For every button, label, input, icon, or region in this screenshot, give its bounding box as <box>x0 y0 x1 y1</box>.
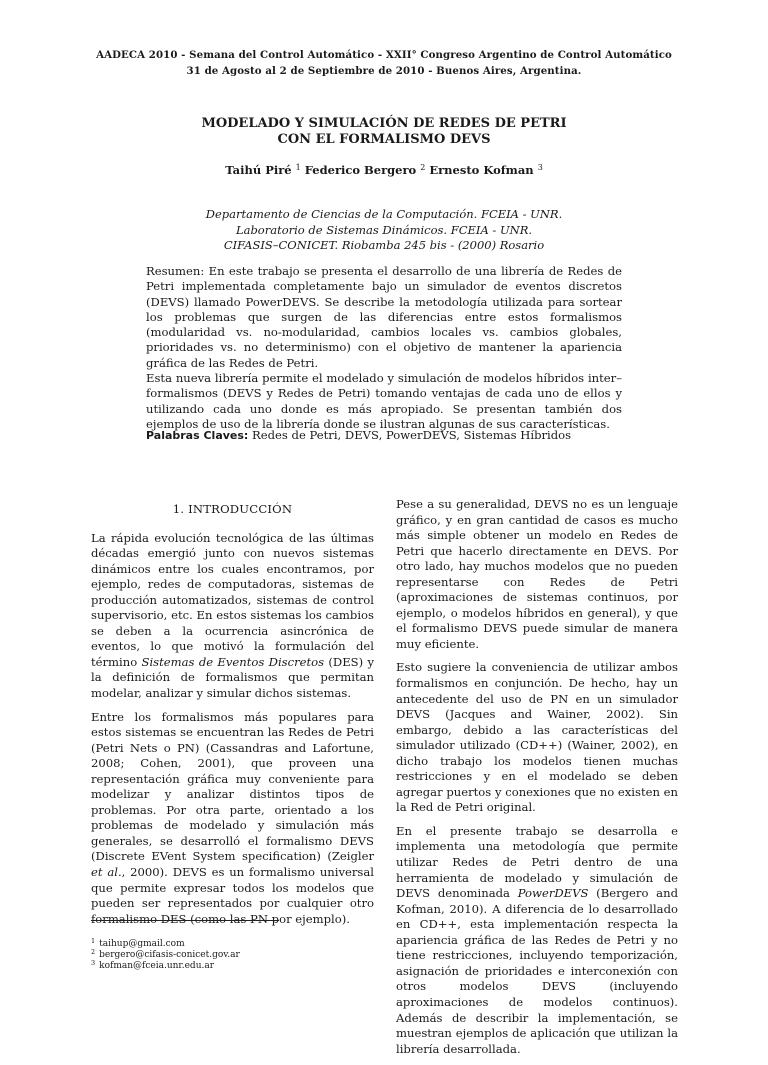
body-paragraph: Pese a su generalidad, DEVS no es un lenguaje gráfico, y en gran cantidad de casos es mucho más simple obtener un modelo en Redes de Petri que hacerlo directamente en DEVS. Por otro lado, hay muchos modelos que no pueden representarse con Redes de Petri (aproximaciones de sistemas continuos, por ejemplo, o modelos híbridos en general), y que el formalismo DEVS puede simular de manera muy eficiente. <box>396 497 678 651</box>
body-text: Entre los formalismos más populares para estos sistemas se encuentran las Redes de Petri (Petri Nets o PN) (Cassandras and Lafortune, 2008; Cohen, 2001), que proveen una representación gráfica muy conveniente para modelizar y analizar distintos tipos de problemas. Por otra parte, orientado a los problemas de modelado y simulación más generales, se desarrolló el formalismo DEVS (Discrete EVent System specification) (Zeigler <box>91 709 374 864</box>
emphasis-text: et al. <box>91 865 122 880</box>
body-paragraph <box>396 824 678 1057</box>
body-paragraph <box>91 710 374 928</box>
body-text: (Bergero and Kofman, 2010). A diferencia de lo desarrollado en CD++, esta implementación respecta la apariencia gráfica de las Redes de Petri y no tiene restricciones, incluyendo temporización, asignación de prioridades e interconexión con otros modelos DEVS (incluyendo aproximaciones de modelos continuos). Además de describir la implementación, se muestran ejemplos de aplicación que utilizan la librería desarrollada. <box>396 886 678 1056</box>
keywords-text: Redes de Petri, DEVS, PowerDEVS, Sistemas Híbridos <box>252 428 572 442</box>
footnote-email: bergero@cifasis-conicet.gov.ar <box>99 950 240 960</box>
keywords-label: Palabras Claves: <box>146 429 249 442</box>
left-column <box>91 500 374 935</box>
body-text: La rápida evolución tecnológica de las últimas décadas emergió junto con nuevos sistemas dinámicos entre los cuales encontramos, por ejemplo, redes de computadoras, sistemas de producción automatizados, sistemas de control supervisorio, etc. En estos sistemas los cambios se deben a la ocurrencia asincrónica de eventos, lo que motivó la formulación del término <box>91 530 374 669</box>
emphasis-text: Sistemas de Eventos Discretos <box>141 654 325 669</box>
footnote-mark: 3 <box>91 959 96 967</box>
author-footnote-mark: 2 <box>420 163 426 172</box>
affiliation-line2: Laboratorio de Sistemas Dinámicos. FCEIA - UNR. <box>235 223 533 237</box>
body-paragraph: Esto sugiere la conveniencia de utilizar ambos formalismos en conjunción. De hecho, hay un antecedente del uso de PN en un simulador DEVS (Jacques and Wainer, 2002). Sin embargo, debido a las características del simulador utilizado (CD++) (Wainer, 2002), en dicho trabajo los modelos tienen muchas restricciones y en el modelado se deben agregar puertos y conexiones que no existen en la Red de Petri original. <box>396 660 678 815</box>
conference-header-line1: AADECA 2010 - Semana del Control Automático - XXII° Congreso Argentino de Control Automático <box>96 49 672 61</box>
body-paragraph <box>91 531 374 702</box>
author-footnote-mark: 3 <box>537 163 543 172</box>
right-column <box>396 497 678 1065</box>
footnote-email: kofman@fceia.unr.edu.ar <box>99 961 215 971</box>
author-name: Federico Bergero <box>304 163 417 177</box>
author-name: Ernesto Kofman <box>429 163 534 177</box>
footnote-email: taihup@gmail.com <box>99 939 185 949</box>
body-text: (DES) y la definición de formalismos que permitan modelar, analizar y simular dichos sistemas. <box>91 654 375 701</box>
footnote-mark: 1 <box>91 937 96 945</box>
body-text: En el presente trabajo se desarrolla e implementa una metodología que permite utilizar Redes de Petri dentro de una herramienta de modelado y simulación de DEVS denominada <box>396 823 678 901</box>
abstract-paragraph: Resumen: En este trabajo se presenta el desarrollo de una librería de Redes de Petri implementada completamente bajo un simulador de eventos discretos (DEVS) llamado PowerDEVS. Se describe la metodología utilizada para sortear los problemas que surgen de las diferencias entre estos formalismos (modularidad vs. no-modularidad, cambios locales vs. cambios globales, prioridades vs. no determinismo) con el objetivo de mantener la apariencia gráfica de las Redes de Petri. <box>146 264 622 370</box>
author-list <box>0 163 768 177</box>
abstract-paragraph: Esta nueva librería permite el modelado y simulación de modelos híbridos inter–formalismos (DEVS y Redes de Petri) tomando ventajas de cada uno de ellos y utilizando cada uno donde es más apropiado. Se presentan también dos ejemplos de uso de la librería donde se ilustran algunas de sus características. <box>146 371 622 431</box>
author-footnote-mark: 1 <box>295 163 301 172</box>
affiliation-line3: CIFASIS–CONICET. Riobamba 245 bis - (2000) Rosario <box>223 238 545 252</box>
conference-header-line2: 31 de Agosto al 2 de Septiembre de 2010 - Buenos Aires, Argentina. <box>186 65 582 77</box>
footnote-mark: 2 <box>91 948 96 956</box>
section-heading: 1. INTRODUCCIÓN <box>172 502 293 516</box>
paper-title-line2: CON EL FORMALISMO DEVS <box>277 132 491 147</box>
paper-title-line1: MODELADO Y SIMULACIÓN DE REDES DE PETRI <box>201 116 567 131</box>
body-text: , 2000). DEVS es un formalismo universal que permite expresar todos los modelos que pueden ser representados por cualquier otro formalismo DES (como las PN por ejemplo). <box>91 865 374 926</box>
author-name: Taihú Piré <box>225 163 292 177</box>
emphasis-text: PowerDEVS <box>517 886 589 901</box>
abstract <box>146 264 622 432</box>
footnote-rule <box>91 920 279 921</box>
affiliation-line1: Departamento de Ciencias de la Computación. FCEIA - UNR. <box>205 207 563 221</box>
footnote <box>91 958 214 972</box>
keywords <box>146 428 622 442</box>
